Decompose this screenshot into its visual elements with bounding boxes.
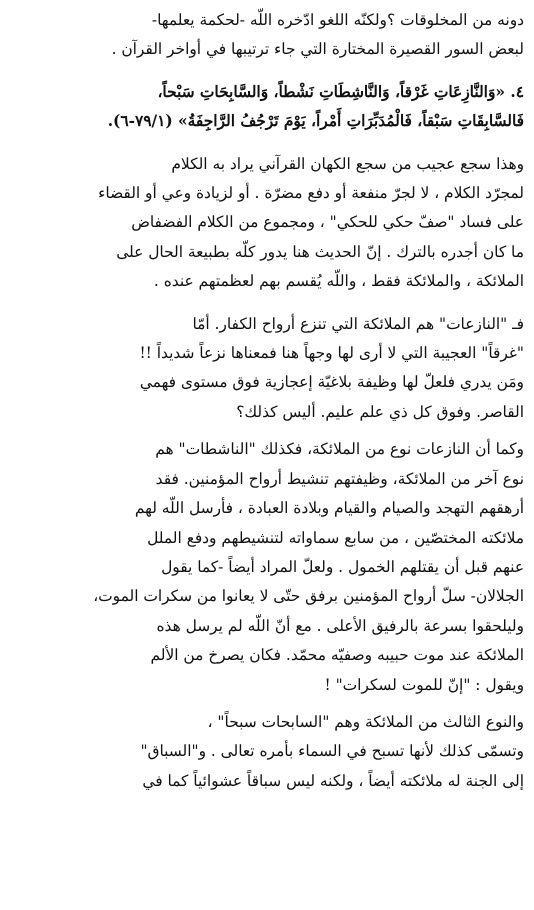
text-line: دونه من المخلوقات ؟ولكنّه اللغو ادّخره اللّه -لحكمة يعلمها- — [151, 11, 524, 29]
text-line: ومَن يدري فلعلّ لها وظيفة بلاغيّة إعجازية فوق مستوى فهمي — [139, 373, 524, 392]
text-line: "غرقاً" العجيبة التي لا أرى لها وجهاً هنا فمعناها نزعاً شديداً !! — [139, 344, 524, 363]
text-line: الملائكة ، والملائكة فقط ، واللّه يُقسم بهم لعظمتهم عنده . — [153, 272, 524, 291]
text-line: ويقول : "إنّ للموت لسكرات" ! — [324, 675, 524, 694]
paragraph-quran-verse — [10, 78, 524, 137]
text-line: نوع آخر من الملائكة، وظيفتهم تنشيط أرواح المؤمنين. فقد — [155, 469, 524, 488]
book-page — [10, 0, 524, 910]
text-line: والنوع الثالث من الملائكة وهم "السابحات سبحاً" ، — [207, 712, 524, 731]
text-line: وليلحقوا بسرعة بالرفيق الأعلى . مع أنّ اللّه لم يرسل هذه — [156, 616, 524, 635]
text-line: القاصر. وفوق كل ذي علم عليم. أليس كذلك؟ — [236, 402, 524, 421]
text-line: فَالسَّابِقَاتِ سَبْقاً، فَالْمُدَبِّرَاتِ أَمْراً، يَوْمَ تَرْجُفُ الرَّاجِفَةُ» (٧٩/١-٦). — [107, 112, 524, 131]
text-line: ٤. «وَالنَّازِعَاتِ غَرْقاً، وَالنَّاشِطَاتِ نَشْطاً، وَالسَّابِحَاتِ سَبْحاً، — [157, 82, 524, 101]
text-line: ملائكته المختصّين ، من سابع سماواته لتنشيطهم ودفع الملل — [147, 528, 524, 547]
text-line: الملائكة عند موت حبيبه وصفيّه محمّد. فكان يصرخ من الألم — [150, 646, 524, 665]
text-line: الجلالان- سلّ أرواح المؤمنين برفق حتّى لا يعانوا من سكرات الموت، — [93, 587, 524, 606]
text-line: إلى الجنة له ملائكته أيضاً ، ولكنه ليس سباقاً عشوائياً كما في — [142, 771, 524, 790]
paragraph-sabihat — [10, 708, 524, 796]
text-line: على فساد "صفّ حكي للحكي" ، ومجموع من الكلام الفضفاض — [131, 213, 524, 232]
text-line: وكما أن النازعات نوع من الملائكة، فكذلك "الناشطات" هم — [155, 440, 524, 459]
text-line: لبعض السور القصيرة المختارة التي جاء ترتيبها في أواخر القرآن . — [111, 40, 524, 59]
text-line: لمجرّد الكلام ، لا لجرّ منفعة أو دفع مضرّة . أو لزيادة وعي أو القضاء — [98, 184, 524, 203]
text-line: وهذا سجع عجيب من سجع الكهان القرآني يراد به الكلام — [171, 154, 524, 173]
text-line: ما كان أجدره بالترك . إنّ الحديث هنا يدور كلّه بطبيعة الحال على — [116, 242, 524, 261]
paragraph-kuhhan — [10, 150, 524, 297]
text-line: فـ "النازعات" هم الملائكة التي تنزع أرواح الكفار. أمّا — [192, 314, 524, 333]
paragraph-naziat — [10, 310, 524, 428]
paragraph-nashitat — [10, 435, 524, 700]
text-line: وتسمّى كذلك لأنها تسبح في السماء بأمره تعالى . و"السباق" — [140, 742, 524, 761]
paragraph-intro — [10, 6, 524, 65]
text-line: عنهم قبل أن يقتلهم الخمول . ولعلّ المراد أيضاً -كما يقول — [161, 557, 524, 576]
text-line: أرهقهم التهجد والصيام والقيام وبلادة العبادة ، فأرسل اللّه لهم — [134, 499, 524, 518]
